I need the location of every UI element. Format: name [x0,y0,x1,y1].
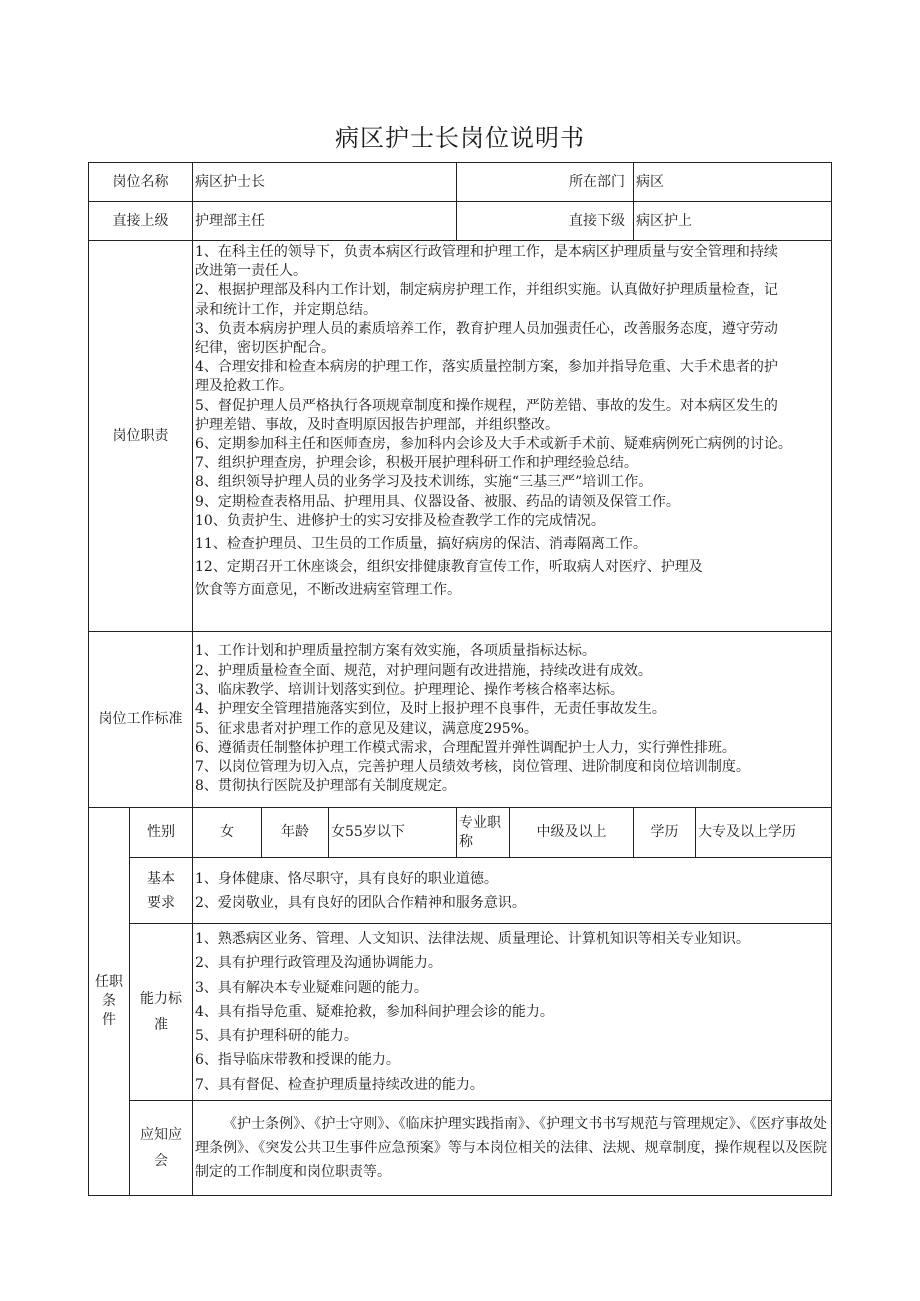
knowledge-text: 《护士条例》、《护士守则》、《临床护理实践指南》、《护理文书书写规范与管理规定》、《医疗事故处理条例》、《突发公共卫生事件应急预案》等与本岗位相关的法律、法规、规章制度，操作规程以及医院制定的工作制度和岗位职责等。 [195,1116,827,1180]
standard-line: 1、工作计划和护理质量控制方案有效实施，各项质量指标达标。 [195,643,596,660]
duty-line: 3、负责本病房护理人员的素质培养工作，教育护理人员加强责任心，改善服务态度，遵守劳动 [195,320,778,337]
professional-title-label: 专业职称 [457,808,510,858]
row-knowledge [89,1101,832,1196]
duty-line: 7、组织护理查房，护理会诊，积极开展护理科研工作和护理经验总结。 [195,455,638,472]
gender-value: 女 [193,808,262,858]
duty-line: 2、根据护理部及科内工作计划，制定病房护理工作，并组织实施。认真做好护理质量检查，记 [195,282,778,299]
basic-requirement-line: 2、爱岗敬业，具有良好的团队合作精神和服务意识。 [195,894,526,911]
position-name-label: 岗位名称 [89,163,193,202]
ability-line: 1、熟悉病区业务、管理、人文知识、法律法规、质量理论、计算机知识等相关专业知识。 [195,931,750,948]
basic-requirements-content [193,858,832,924]
gender-label: 性别 [130,808,193,858]
standard-line: 7、以岗位管理为切入点，完善护理人员绩效考核，岗位管理、进阶制度和岗位培训制度。 [195,759,750,776]
duty-line: 6、定期参加科主任和医师查房，参加科内会诊及大手术或新手术前、疑难病例死亡病例的讨论。 [195,436,792,453]
duty-line: 改进第一责任人。 [195,263,307,280]
ability-line: 7、具有督促、检查护理质量持续改进的能力。 [195,1076,484,1093]
ability-line: 5、具有护理科研的能力。 [195,1028,358,1045]
superior-value: 护理部主任 [193,202,457,241]
ability-line: 3、具有解决本专业疑难问题的能力。 [195,979,428,996]
basic-requirement-line: 1、身体健康、恪尽职守，具有良好的职业道德。 [195,870,498,887]
row-basic-info [89,808,832,858]
standards-content [193,632,832,808]
basic-requirements-label: 基本 要求 [130,858,193,924]
standard-line: 2、护理质量检查全面、规范，对护理问题有改进措施，持续改进有成效。 [195,662,652,679]
standard-line: 4、护理安全管理措施落实到位，及时上报护理不良事件，无责任事故发生。 [195,701,666,718]
position-name-value: 病区护士长 [193,163,457,202]
subordinate-label: 直接下级 [457,202,634,241]
qualifications-label: 任职 条 件 [89,808,130,1196]
duty-line: 9、定期检查表格用品、护理用具、仪器设备、被服、药品的请领及保管工作。 [195,493,680,510]
duty-line: 5、督促护理人员严格执行各项规章制度和操作规程，严防差错、事故的发生。对本病区发生的 [195,397,778,414]
standard-line: 8、贯彻执行医院及护理部有关制度规定。 [195,778,456,795]
job-description-table [88,162,832,1196]
duty-line: 理及抢救工作。 [195,378,293,395]
row-standards [89,632,832,808]
age-value: 女55岁以下 [329,808,457,858]
standard-line: 6、遵循责任制整体护理工作模式需求，合理配置并弹性调配护士人力，实行弹性排班。 [195,739,736,756]
ability-line: 6、指导临床带教和授课的能力。 [195,1052,400,1069]
duty-line: 8、组织领导护理人员的业务学习及技术训练，实施“三基三严”培训工作。 [195,474,653,491]
age-label: 年龄 [262,808,329,858]
standard-line: 5、征求患者对护理工作的意见及建议，满意度295%。 [195,720,538,737]
knowledge-content [193,1101,832,1196]
duty-line: 饮食等方面意见，不断改进病室管理工作。 [195,582,461,599]
duty-line: 11、检查护理员、卫生员的工作质量，搞好病房的保洁、消毒隔离工作。 [195,536,647,553]
knowledge-label: 应知应 会 [130,1101,193,1196]
ability-content [193,924,832,1101]
standard-line: 3、临床教学、培训计划落实到位。护理理论、操作考核合格率达标。 [195,681,624,698]
professional-title-value: 中级及以上 [510,808,634,858]
ability-label: 能力标 准 [130,924,193,1101]
duty-line: 4、合理安排和检查本病房的护理工作，落实质量控制方案，参加并指导危重、大手术患者的护 [195,359,778,376]
duty-line: 录和统计工作，并定期总结。 [195,301,377,318]
row-ability [89,924,832,1101]
row-duties [89,241,832,632]
row-superior [89,202,832,241]
duty-line: 10、负责护生、进修护士的实习安排及检查教学工作的完成情况。 [195,512,605,529]
superior-label: 直接上级 [89,202,193,241]
ability-line: 4、具有指导危重、疑难抢救，参加科间护理会诊的能力。 [195,1003,554,1020]
education-value: 大专及以上学历 [696,808,832,858]
duties-label: 岗位职责 [89,241,193,632]
education-label: 学历 [634,808,696,858]
document-title: 病区护士长岗位说明书 [335,124,585,152]
ability-line: 2、具有护理行政管理及沟通协调能力。 [195,955,442,972]
duties-content [193,241,832,632]
duty-line: 12、定期召开工休座谈会，组织安排健康教育宣传工作，听取病人对医疗、护理及 [195,559,703,576]
department-label: 所在部门 [457,163,634,202]
standards-label: 岗位工作标准 [89,632,193,808]
duty-line: 护理差错、事故，及时查明原因报告护理部，并组织整改。 [195,416,559,433]
row-basic-requirements [89,858,832,924]
duty-line: 1、在科主任的领导下，负责本病区行政管理和护理工作，是本病区护理质量与安全管理和持续 [195,244,778,260]
row-position-name [89,163,832,202]
duty-line: 纪律，密切医护配合。 [195,340,335,357]
department-value: 病区 [634,163,832,202]
subordinate-value: 病区护上 [634,202,832,241]
